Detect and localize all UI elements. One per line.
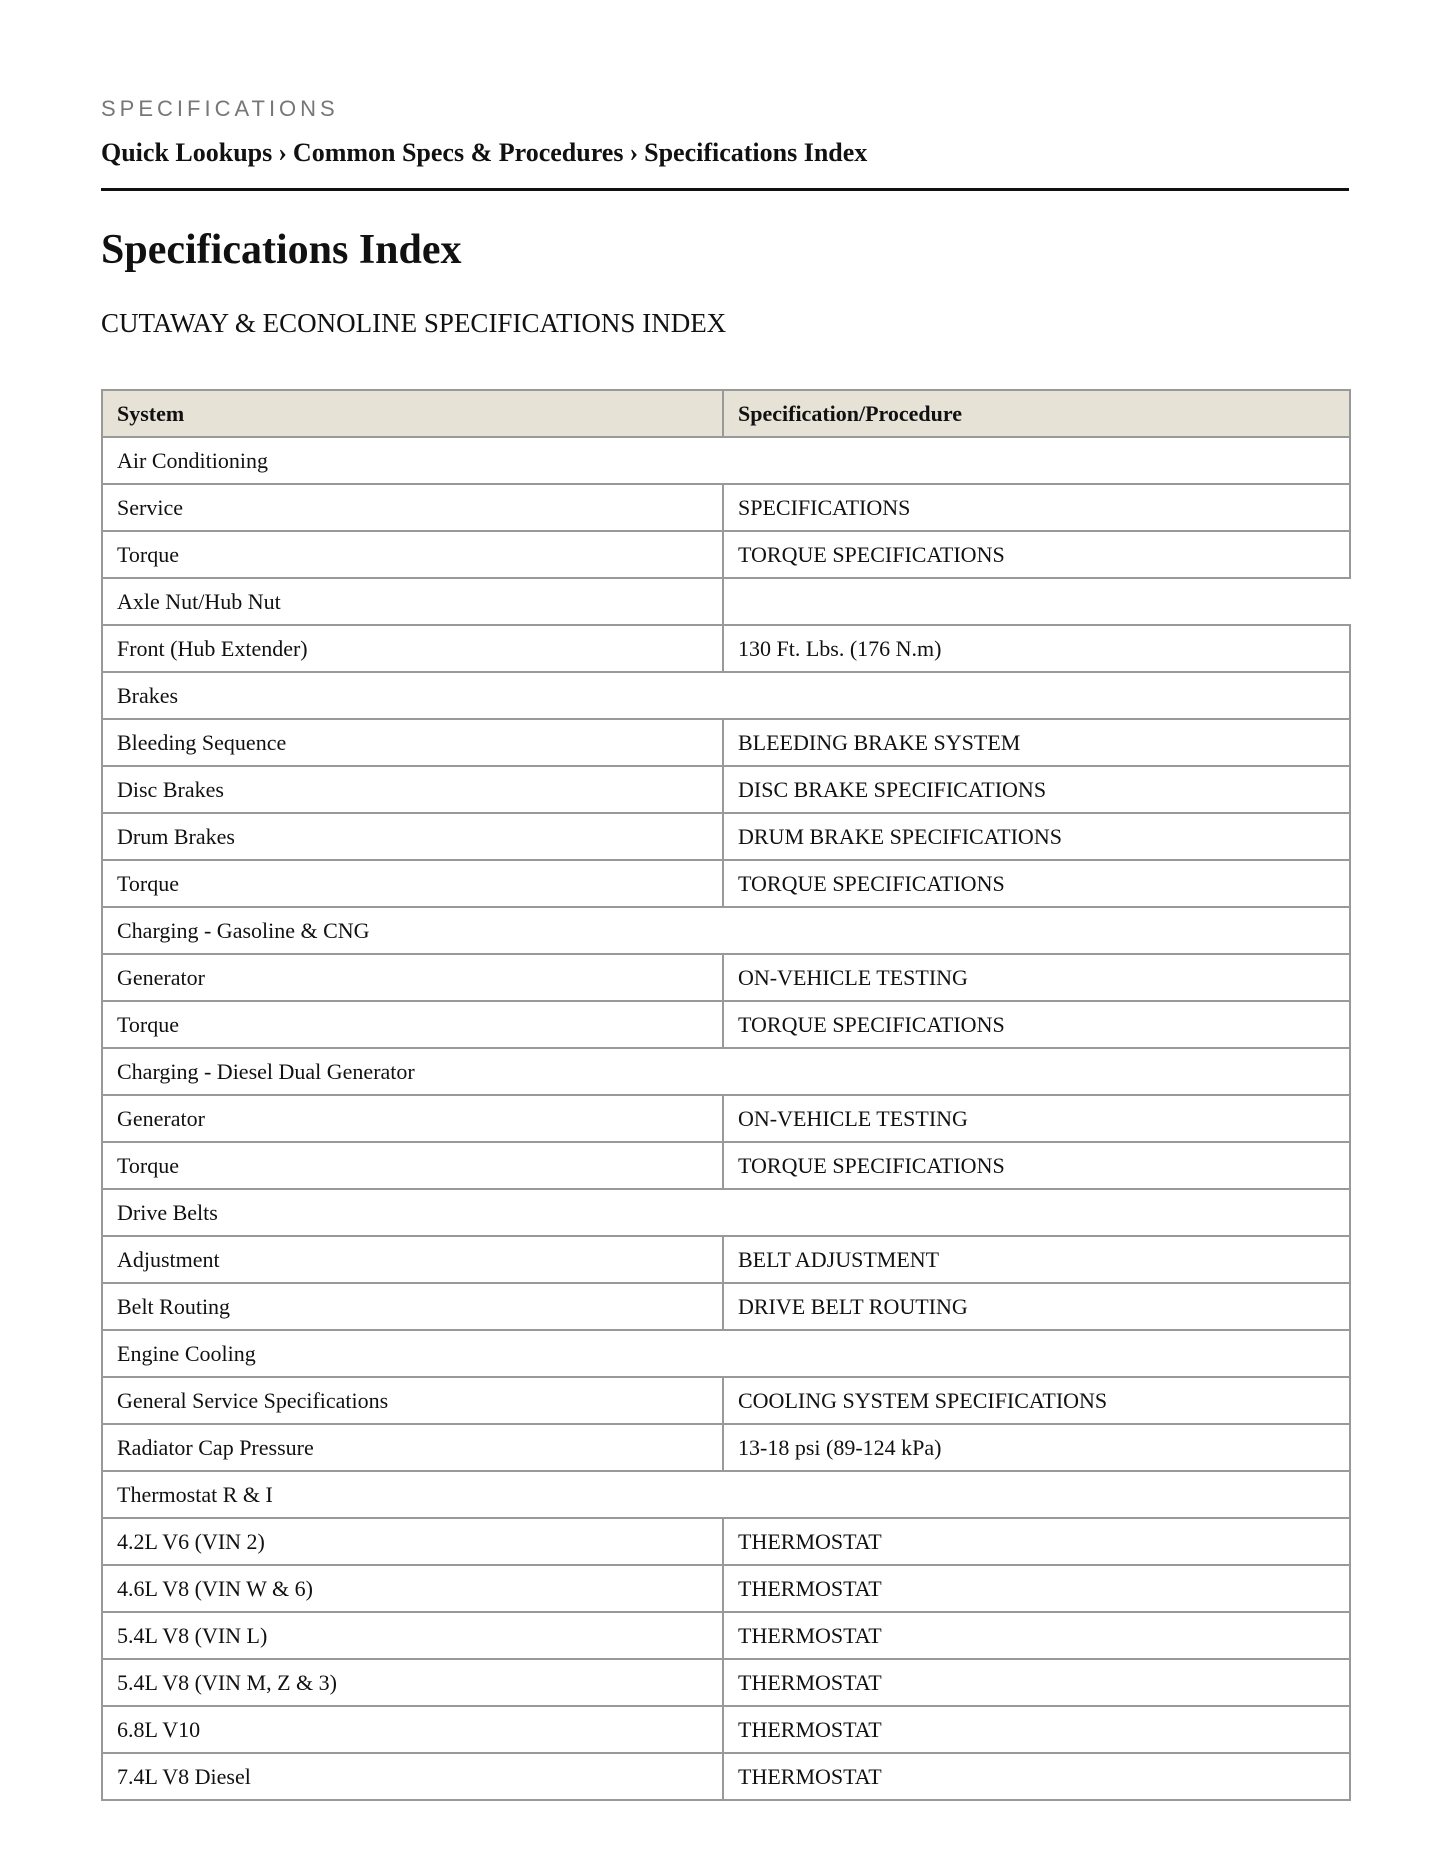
system-cell: 6.8L V10	[102, 1706, 723, 1753]
table-header-row	[102, 390, 1350, 437]
column-header-specification: Specification/Procedure	[723, 390, 1350, 437]
table-row	[102, 719, 1350, 766]
header-divider	[101, 188, 1349, 191]
table-row	[102, 766, 1350, 813]
table-row	[102, 1424, 1350, 1471]
table-row	[102, 954, 1350, 1001]
spec-procedure-link[interactable]: TORQUE SPECIFICATIONS	[723, 1001, 1350, 1048]
system-cell: Disc Brakes	[102, 766, 723, 813]
breadcrumb-item-current: Specifications Index	[644, 138, 868, 167]
system-group-label: Air Conditioning	[102, 437, 1350, 484]
spec-procedure-link[interactable]: THERMOSTAT	[723, 1612, 1350, 1659]
spec-procedure-link[interactable]: THERMOSTAT	[723, 1659, 1350, 1706]
spec-value-cell: 13-18 psi (89-124 kPa)	[723, 1424, 1350, 1471]
table-row	[102, 484, 1350, 531]
table-row	[102, 1236, 1350, 1283]
system-group-label: Engine Cooling	[102, 1330, 1350, 1377]
table-row	[102, 1565, 1350, 1612]
table-group-row	[102, 672, 1350, 719]
system-cell: Torque	[102, 1142, 723, 1189]
spec-procedure-link[interactable]: ON-VEHICLE TESTING	[723, 954, 1350, 1001]
spec-procedure-link[interactable]: SPECIFICATIONS	[723, 484, 1350, 531]
system-group-label: Thermostat R & I	[102, 1471, 1350, 1518]
table-row	[102, 1095, 1350, 1142]
system-cell: Torque	[102, 860, 723, 907]
system-group-label: Charging - Diesel Dual Generator	[102, 1048, 1350, 1095]
system-group-label: Brakes	[102, 672, 1350, 719]
spec-procedure-link[interactable]: ON-VEHICLE TESTING	[723, 1095, 1350, 1142]
table-group-row	[102, 578, 1350, 625]
table-row	[102, 1659, 1350, 1706]
system-cell: Bleeding Sequence	[102, 719, 723, 766]
system-cell: Torque	[102, 1001, 723, 1048]
system-cell: General Service Specifications	[102, 1377, 723, 1424]
system-cell: Service	[102, 484, 723, 531]
table-row	[102, 860, 1350, 907]
system-cell: 7.4L V8 Diesel	[102, 1753, 723, 1800]
column-header-system: System	[102, 390, 723, 437]
system-cell: Generator	[102, 1095, 723, 1142]
system-cell: Drum Brakes	[102, 813, 723, 860]
spec-procedure-link[interactable]: THERMOSTAT	[723, 1565, 1350, 1612]
spec-value-cell: 130 Ft. Lbs. (176 N.m)	[723, 625, 1350, 672]
table-row	[102, 813, 1350, 860]
spec-value-cell	[723, 578, 1350, 625]
page-title: Specifications Index	[101, 227, 462, 273]
table-group-row	[102, 1330, 1350, 1377]
spec-procedure-link[interactable]: DRUM BRAKE SPECIFICATIONS	[723, 813, 1350, 860]
system-group-label: Charging - Gasoline & CNG	[102, 907, 1350, 954]
spec-procedure-link[interactable]: TORQUE SPECIFICATIONS	[723, 860, 1350, 907]
system-cell: Belt Routing	[102, 1283, 723, 1330]
system-cell: Front (Hub Extender)	[102, 625, 723, 672]
section-label: SPECIFICATIONS	[101, 96, 339, 121]
breadcrumb-item-common-specs[interactable]: Common Specs & Procedures	[292, 138, 624, 167]
spec-procedure-link[interactable]: COOLING SYSTEM SPECIFICATIONS	[723, 1377, 1350, 1424]
table-row	[102, 1001, 1350, 1048]
table-row	[102, 1612, 1350, 1659]
system-cell: Axle Nut/Hub Nut	[102, 578, 723, 625]
breadcrumb-item-quick-lookups[interactable]: Quick Lookups	[101, 138, 273, 167]
system-cell: Adjustment	[102, 1236, 723, 1283]
system-cell: 5.4L V8 (VIN M, Z & 3)	[102, 1659, 723, 1706]
spec-procedure-link[interactable]: THERMOSTAT	[723, 1753, 1350, 1800]
table-row	[102, 1377, 1350, 1424]
table-row	[102, 1518, 1350, 1565]
table-body	[102, 437, 1350, 1800]
system-cell: Torque	[102, 531, 723, 578]
table-row	[102, 1753, 1350, 1800]
table-row	[102, 1283, 1350, 1330]
breadcrumb-separator: ›	[629, 138, 639, 167]
specifications-table	[101, 389, 1351, 1801]
system-cell: Generator	[102, 954, 723, 1001]
spec-procedure-link[interactable]: DISC BRAKE SPECIFICATIONS	[723, 766, 1350, 813]
spec-procedure-link[interactable]: THERMOSTAT	[723, 1518, 1350, 1565]
spec-procedure-link[interactable]: BLEEDING BRAKE SYSTEM	[723, 719, 1350, 766]
table-row	[102, 625, 1350, 672]
spec-procedure-link[interactable]: THERMOSTAT	[723, 1706, 1350, 1753]
system-cell: Radiator Cap Pressure	[102, 1424, 723, 1471]
table-row	[102, 1142, 1350, 1189]
spec-procedure-link[interactable]: DRIVE BELT ROUTING	[723, 1283, 1350, 1330]
table-group-row	[102, 1189, 1350, 1236]
spec-procedure-link[interactable]: TORQUE SPECIFICATIONS	[723, 1142, 1350, 1189]
breadcrumb	[101, 138, 867, 168]
table-row	[102, 531, 1350, 578]
table-group-row	[102, 1048, 1350, 1095]
spec-procedure-link[interactable]: TORQUE SPECIFICATIONS	[723, 531, 1350, 578]
table-group-row	[102, 907, 1350, 954]
table-row	[102, 1471, 1350, 1518]
table-row	[102, 1706, 1350, 1753]
index-subtitle: CUTAWAY & ECONOLINE SPECIFICATIONS INDEX	[101, 308, 727, 338]
system-group-label: Drive Belts	[102, 1189, 1350, 1236]
system-cell: 4.6L V8 (VIN W & 6)	[102, 1565, 723, 1612]
system-cell: 5.4L V8 (VIN L)	[102, 1612, 723, 1659]
spec-procedure-link[interactable]: BELT ADJUSTMENT	[723, 1236, 1350, 1283]
breadcrumb-separator: ›	[278, 138, 287, 167]
system-cell: 4.2L V6 (VIN 2)	[102, 1518, 723, 1565]
table-group-row	[102, 437, 1350, 484]
